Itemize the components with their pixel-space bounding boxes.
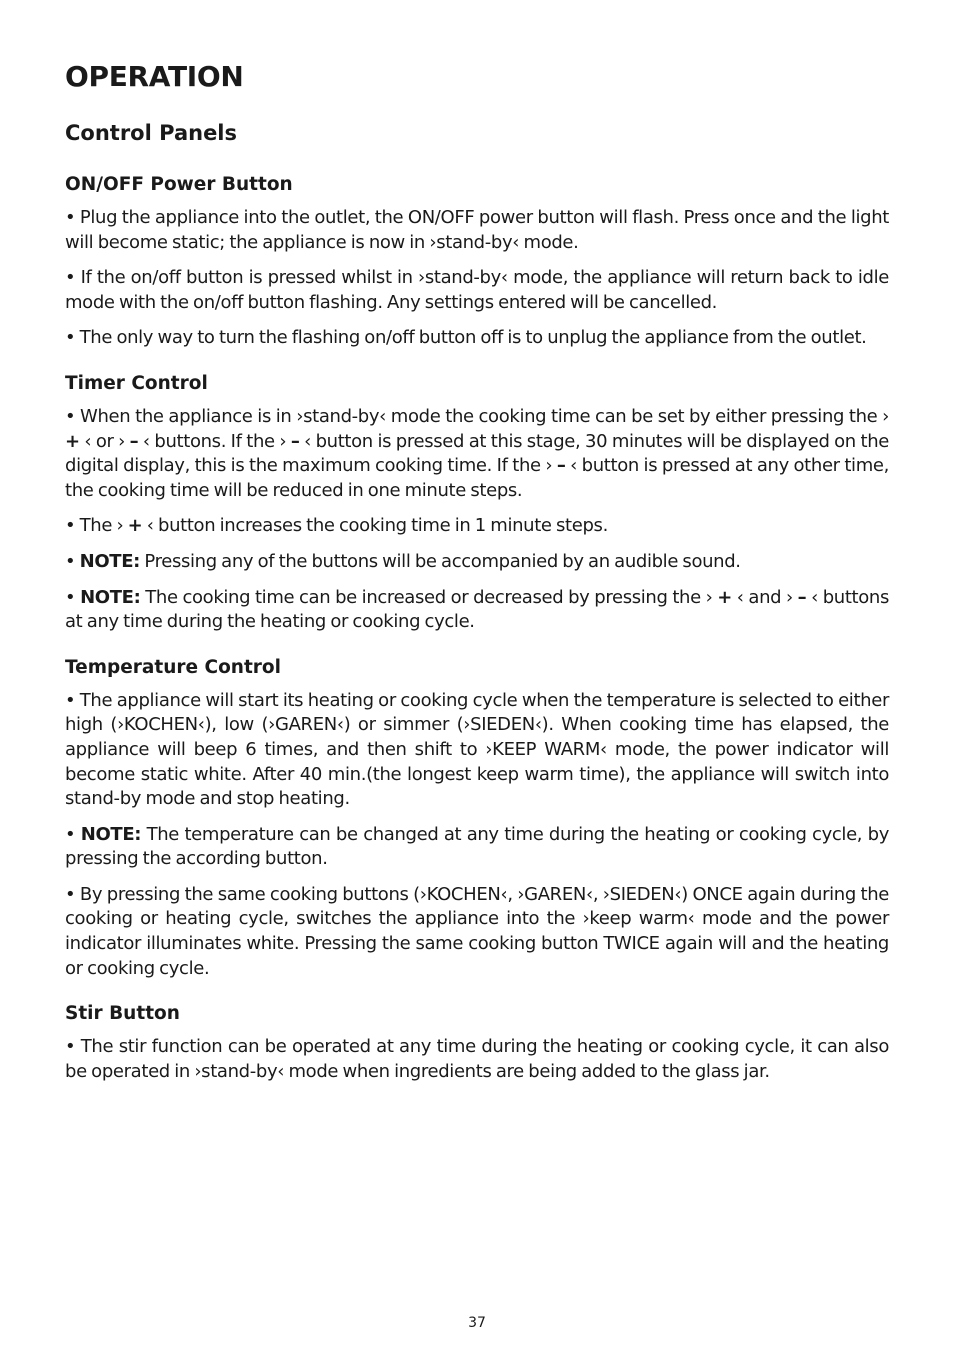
paragraph: [65, 883, 889, 981]
plus-symbol: +: [65, 430, 80, 452]
text-run: •: [65, 550, 80, 572]
paragraph: [65, 1035, 889, 1084]
minus-symbol: –: [556, 455, 566, 477]
note-label: NOTE:: [80, 823, 142, 845]
minus-symbol: –: [797, 586, 807, 608]
minus-symbol: –: [129, 430, 139, 452]
page-number: 37: [468, 1315, 486, 1331]
note-label: NOTE:: [79, 550, 141, 572]
text-run: • If the on/off button is pressed whilst in ›stand-by‹ mode, the appliance will return back to idle mode with the on/off button flashing. Any settings entered will be cancelled.: [65, 267, 889, 313]
text-run: • The appliance will start its heating or cooking cycle when the temperature is selected to either high (›KOCHEN‹), low (›GAREN‹) or simmer (›SIEDEN‹). When cooking time has elapsed, the appliance will beep 6 times, and then shift to ›KEEP WARM‹ mode, the power indicator will become static white. After 40 min.(the longest keep warm time), the appliance will switch into stand-by mode and stop heating.: [65, 689, 889, 810]
text-run: •: [65, 586, 81, 608]
paragraph: [65, 206, 889, 255]
section-heading: Stir Button: [65, 1003, 180, 1025]
text-run: Pressing any of the buttons will be accompanied by an audible sound.: [140, 550, 741, 572]
text-run: • The ›: [65, 515, 128, 537]
section-timer: [65, 371, 889, 635]
text-run: ‹ button is pressed at this stage, 30 minutes will be displayed on the digital display, this is the maximum cooking time. If the ›: [65, 430, 889, 477]
section-heading: Temperature Control: [65, 656, 281, 678]
text-run: ‹ buttons. If the ›: [138, 430, 291, 452]
page-content: [65, 58, 889, 1084]
section-temperature: [65, 655, 889, 982]
section-heading: ON/OFF Power Button: [65, 174, 293, 195]
paragraph: [65, 550, 889, 575]
text-run: • The only way to turn the flashing on/off button off is to unplug the appliance from the outlet.: [65, 327, 867, 349]
text-run: •: [65, 823, 81, 845]
paragraph: [65, 689, 889, 812]
text-run: ‹ or ›: [79, 430, 130, 452]
text-run: • The stir function can be operated at any time during the heating or cooking cycle, it can also be operated in ›stand-by‹ mode when ingredients are being added to the glass jar.: [65, 1036, 889, 1082]
section-heading: Timer Control: [65, 372, 208, 394]
note-label: NOTE:: [80, 586, 141, 608]
text-run: • Plug the appliance into the outlet, the ON/OFF power button will flash. Press once and the light will become static; the appliance is now in ›stand-by‹ mode.: [65, 207, 889, 253]
plus-symbol: +: [127, 515, 143, 537]
plus-symbol: +: [717, 586, 732, 608]
paragraph: [65, 405, 889, 503]
section-title: Control Panels: [65, 121, 238, 145]
minus-symbol: –: [290, 430, 300, 452]
paragraph: [65, 823, 889, 872]
text-run: • When the appliance is in ›stand-by‹ mode the cooking time can be set by either pressing the ›: [65, 405, 889, 427]
paragraph: [65, 266, 889, 315]
paragraph: [65, 514, 889, 539]
section-on-off: [65, 172, 889, 351]
text-run: • By pressing the same cooking buttons (›KOCHEN‹, ›GAREN‹, ›SIEDEN‹) ONCE again during the cooking or heating cycle, switches the appliance into the ›keep warm‹ mode and the power indicator illuminates white. Pressing the same cooking button TWICE again will and the heating or cooking cycle.: [65, 883, 889, 979]
text-run: The temperature can be changed at any time during the heating or cooking cycle, by pressing the according button.: [65, 823, 889, 870]
text-run: ‹ button is pressed at any other time, the cooking time will be reduced in one minute steps.: [65, 455, 889, 501]
text-run: ‹ button increases the cooking time in 1 minute steps.: [142, 515, 608, 537]
text-run: The cooking time can be increased or decreased by pressing the ›: [140, 586, 718, 608]
section-stir: [65, 1001, 889, 1084]
page-title: OPERATION: [65, 60, 244, 93]
paragraph: [65, 586, 889, 635]
text-run: ‹ and ›: [731, 586, 798, 608]
paragraph: [65, 326, 889, 351]
text-run: ‹ buttons at any time during the heating or cooking cycle.: [65, 586, 890, 633]
